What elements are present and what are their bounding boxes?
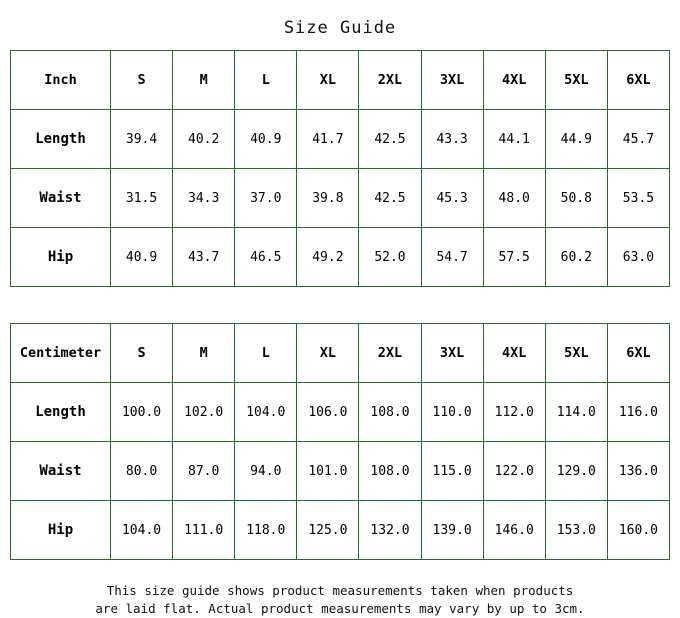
size-header: 4XL <box>483 51 545 110</box>
table-cell: 60.2 <box>545 228 607 287</box>
table-row <box>11 110 670 169</box>
page-title: Size Guide <box>283 18 397 38</box>
size-header: 2XL <box>359 324 421 383</box>
table-cell: 40.2 <box>173 110 235 169</box>
table-cell: 118.0 <box>235 501 297 560</box>
table-cell: 132.0 <box>359 501 421 560</box>
table-cell: 40.9 <box>111 228 173 287</box>
footnote-line-2: are laid flat. Actual product measurements may vary by up to 3cm. <box>95 601 585 616</box>
table-cell: 46.5 <box>235 228 297 287</box>
table-cell: 48.0 <box>483 169 545 228</box>
table-cell: 39.8 <box>297 169 359 228</box>
table-row <box>11 169 670 228</box>
size-header: L <box>235 324 297 383</box>
size-table-inch <box>10 50 670 287</box>
table-cell: 44.9 <box>545 110 607 169</box>
table-cell: 41.7 <box>297 110 359 169</box>
table-cell: 57.5 <box>483 228 545 287</box>
table-cell: 111.0 <box>173 501 235 560</box>
size-header: 4XL <box>483 324 545 383</box>
table-row <box>11 383 670 442</box>
table-cell: 40.9 <box>235 110 297 169</box>
table-header-row <box>11 324 670 383</box>
size-header: 2XL <box>359 51 421 110</box>
table-cell: 136.0 <box>607 442 669 501</box>
table-cell: 43.3 <box>421 110 483 169</box>
size-header: 3XL <box>421 51 483 110</box>
table-cell: 115.0 <box>421 442 483 501</box>
table-cell: 114.0 <box>545 383 607 442</box>
table-cell: 112.0 <box>483 383 545 442</box>
table-cell: 31.5 <box>111 169 173 228</box>
row-label: Hip <box>11 228 111 287</box>
table-cell: 34.3 <box>173 169 235 228</box>
table-cell: 108.0 <box>359 383 421 442</box>
table-cell: 52.0 <box>359 228 421 287</box>
table-cell: 80.0 <box>111 442 173 501</box>
table-spacer <box>0 287 680 323</box>
table-cell: 43.7 <box>173 228 235 287</box>
table-cell: 153.0 <box>545 501 607 560</box>
size-header: 3XL <box>421 324 483 383</box>
footnote-line-1: This size guide shows product measurements taken when products <box>106 583 574 598</box>
table-row <box>11 501 670 560</box>
row-label: Length <box>11 383 111 442</box>
size-header: 5XL <box>545 51 607 110</box>
row-label: Hip <box>11 501 111 560</box>
table-header-row <box>11 51 670 110</box>
table-cell: 146.0 <box>483 501 545 560</box>
table-cell: 54.7 <box>421 228 483 287</box>
size-header: XL <box>297 324 359 383</box>
size-table-centimeter <box>10 323 670 560</box>
size-header: 6XL <box>607 51 669 110</box>
table-cell: 102.0 <box>173 383 235 442</box>
table-cell: 42.5 <box>359 169 421 228</box>
table-cell: 101.0 <box>297 442 359 501</box>
table-cell: 100.0 <box>111 383 173 442</box>
table-cell: 94.0 <box>235 442 297 501</box>
size-header: L <box>235 51 297 110</box>
size-header: S <box>111 324 173 383</box>
table-cell: 125.0 <box>297 501 359 560</box>
table-cell: 104.0 <box>235 383 297 442</box>
table-cell: 37.0 <box>235 169 297 228</box>
table-cell: 110.0 <box>421 383 483 442</box>
table-cell: 39.4 <box>111 110 173 169</box>
row-label: Waist <box>11 442 111 501</box>
unit-label-centimeter: Centimeter <box>11 324 111 383</box>
table-cell: 122.0 <box>483 442 545 501</box>
table-cell: 106.0 <box>297 383 359 442</box>
table-cell: 49.2 <box>297 228 359 287</box>
table-cell: 108.0 <box>359 442 421 501</box>
size-header: 6XL <box>607 324 669 383</box>
row-label: Length <box>11 110 111 169</box>
table-cell: 42.5 <box>359 110 421 169</box>
table-cell: 87.0 <box>173 442 235 501</box>
table-cell: 129.0 <box>545 442 607 501</box>
table-cell: 45.7 <box>607 110 669 169</box>
table-cell: 63.0 <box>607 228 669 287</box>
table-cell: 45.3 <box>421 169 483 228</box>
size-header: 5XL <box>545 324 607 383</box>
row-label: Waist <box>11 169 111 228</box>
unit-label-inch: Inch <box>11 51 111 110</box>
table-cell: 139.0 <box>421 501 483 560</box>
size-header: M <box>173 324 235 383</box>
size-header: S <box>111 51 173 110</box>
table-cell: 50.8 <box>545 169 607 228</box>
table-cell: 160.0 <box>607 501 669 560</box>
table-row <box>11 228 670 287</box>
size-header: M <box>173 51 235 110</box>
table-cell: 53.5 <box>607 169 669 228</box>
footnote <box>30 560 650 618</box>
size-header: XL <box>297 51 359 110</box>
table-row <box>11 442 670 501</box>
table-cell: 104.0 <box>111 501 173 560</box>
table-cell: 44.1 <box>483 110 545 169</box>
table-cell: 116.0 <box>607 383 669 442</box>
